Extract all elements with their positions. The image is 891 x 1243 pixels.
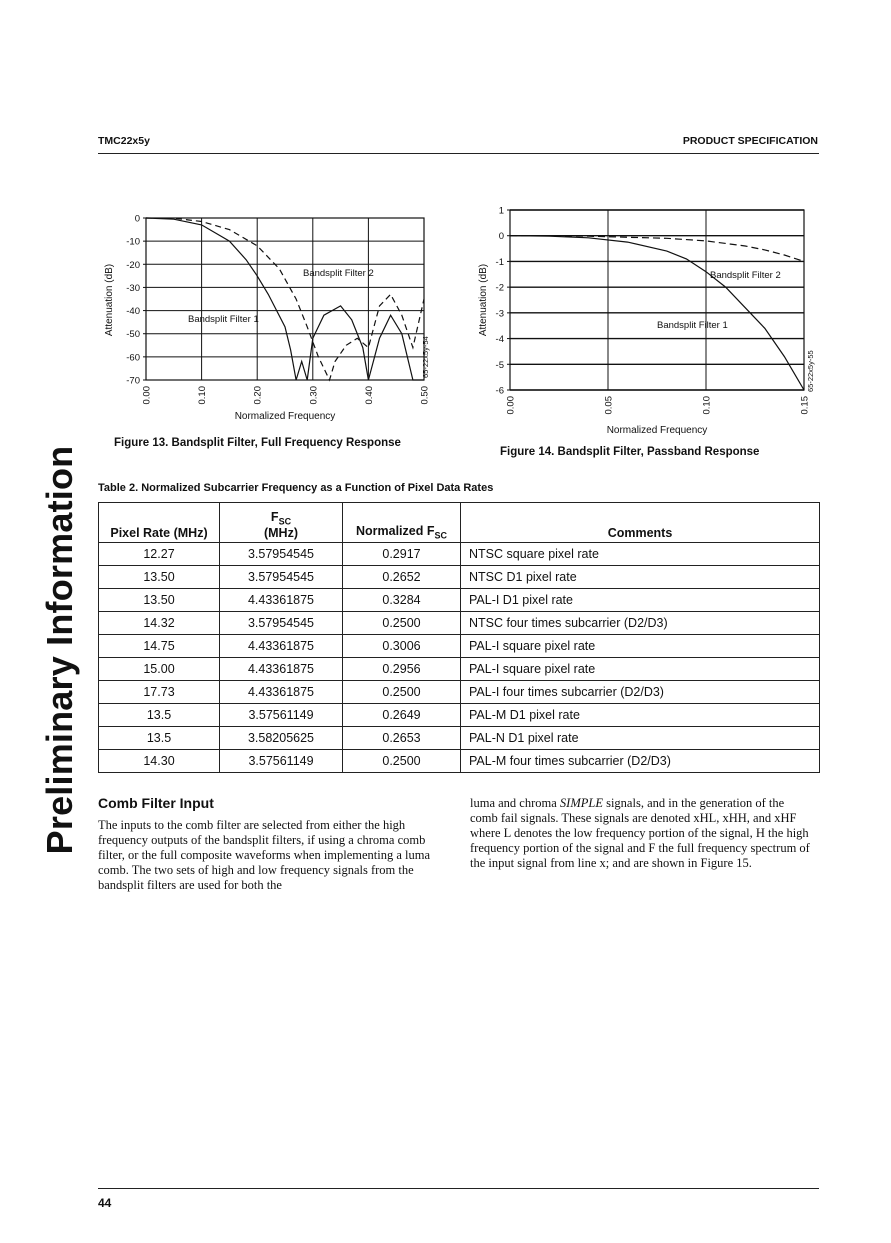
f13-xtick-label: 0.20	[252, 386, 264, 405]
f13-xtick-label: 0.00	[141, 386, 153, 405]
f14-ytick-label: -1	[495, 256, 504, 268]
cell-normalized-fsc: 0.2652	[343, 566, 461, 589]
table-body	[99, 543, 820, 773]
col-header-pixel-rate: Pixel Rate (MHz)	[99, 503, 220, 543]
figure-13-grid	[146, 218, 424, 380]
figure-13-ylabel: Attenuation (dB)	[104, 263, 115, 337]
f14-ytick-label: -2	[495, 282, 504, 294]
f14-ytick-label: 1	[498, 205, 504, 217]
cell-normalized-fsc: 0.2500	[343, 750, 461, 773]
figure-14-label-filter-1: Bandsplit Filter 1	[657, 320, 728, 331]
table-row	[99, 727, 820, 750]
f13-frame	[146, 218, 424, 380]
cell-fsc: 3.57561149	[220, 750, 343, 773]
cell-normalized-fsc: 0.2649	[343, 704, 461, 727]
table-row	[99, 612, 820, 635]
figure-14-label-filter-2: Bandsplit Filter 2	[710, 270, 781, 281]
f13-ytick-label: -70	[126, 375, 140, 387]
figure-13-xlabel: Normalized Frequency	[234, 411, 336, 422]
table-caption: Table 2. Normalized Subcarrier Frequency as a Function of Pixel Data Rates	[98, 482, 494, 494]
cell-fsc: 4.43361875	[220, 658, 343, 681]
section-text-col1: The inputs to the comb filter are selected from either the high frequency outputs of the bandsplit filters, if using a chroma comb filter, or the full composite waveforms when implementing a luma comb. The two sets of high and low frequency signals from the bandsplit filters are used for both the	[98, 818, 431, 892]
header-rule	[98, 153, 819, 154]
figure-13-caption: Figure 13. Bandsplit Filter, Full Frequency Response	[114, 437, 401, 449]
col-header-normalized-fsc: Normalized $F_{SC}$	[343, 503, 461, 543]
figure-13-code: 65-22x5y-54	[421, 336, 430, 378]
cell-comments: PAL-I four times subcarrier (D2/D3)	[461, 681, 820, 704]
table-row	[99, 658, 820, 681]
cell-pixel-rate: 15.00	[99, 658, 220, 681]
cell-pixel-rate: 14.75	[99, 635, 220, 658]
cell-comments: PAL-I D1 pixel rate	[461, 589, 820, 612]
section-text-col2: luma and chroma SIMPLE signals, and in the generation of the comb fail signals. These signals are denoted xHL, xHH, and xHF where L denotes the low frequency portion of the signal, H the high frequency portion of the signal and F the full frequency spectrum of the input signal from line x; and are shown in Figure 15.	[470, 796, 810, 870]
figure-13-label-filter-1: Bandsplit Filter 1	[188, 314, 259, 325]
subcarrier-table	[98, 502, 820, 773]
cell-comments: PAL-M D1 pixel rate	[461, 704, 820, 727]
f13-xtick-label: 0.10	[197, 386, 209, 405]
table-row	[99, 704, 820, 727]
col-header-comments: Comments	[461, 503, 820, 543]
f14-ytick-label: -4	[495, 334, 504, 346]
figure-14-chart	[472, 200, 832, 440]
table-row	[99, 681, 820, 704]
header-right: PRODUCT SPECIFICATION	[682, 135, 818, 147]
figure-13-y-ticks	[126, 214, 146, 387]
cell-normalized-fsc: 0.2653	[343, 727, 461, 750]
cell-pixel-rate: 12.27	[99, 543, 220, 566]
cell-fsc: 3.57954545	[220, 566, 343, 589]
cell-normalized-fsc: 0.3284	[343, 589, 461, 612]
cell-fsc: 3.57954545	[220, 612, 343, 635]
cell-normalized-fsc: 0.2917	[343, 543, 461, 566]
cell-comments: NTSC D1 pixel rate	[461, 566, 820, 589]
cell-fsc: 3.57954545	[220, 543, 343, 566]
figure-13-series-filter-1	[146, 218, 424, 380]
page-number: 44	[98, 1196, 112, 1210]
cell-normalized-fsc: 0.2500	[343, 612, 461, 635]
f14-ytick-label: -3	[495, 308, 504, 320]
f13-ytick-label: -60	[126, 352, 140, 364]
figure-13-label-filter-2: Bandsplit Filter 2	[303, 268, 374, 279]
figure-14-ylabel: Attenuation (dB)	[478, 263, 489, 337]
cell-comments: PAL-I square pixel rate	[461, 635, 820, 658]
cell-normalized-fsc: 0.2500	[343, 681, 461, 704]
cell-pixel-rate: 13.50	[99, 589, 220, 612]
figure-14-code: 65-22x5y-55	[806, 350, 815, 392]
cell-pixel-rate: 13.5	[99, 704, 220, 727]
figure-14-caption: Figure 14. Bandsplit Filter, Passband Response	[500, 446, 760, 458]
f13-xtick-label: 0.30	[308, 386, 320, 405]
cell-pixel-rate: 13.5	[99, 727, 220, 750]
table-row	[99, 589, 820, 612]
f14-ytick-label: 0	[498, 231, 504, 243]
col-header-fsc: $F_{SC}$ (MHz)	[220, 503, 343, 543]
sidebar-title: Preliminary Information	[39, 445, 80, 855]
section-heading: Comb Filter Input	[98, 795, 214, 811]
cell-fsc: 4.43361875	[220, 589, 343, 612]
f13-ytick-label: -30	[126, 282, 140, 294]
f13-ytick-label: 0	[134, 213, 140, 225]
figure-14-y-ticks	[496, 206, 510, 397]
f13-ytick-label: -40	[126, 306, 140, 318]
f14-xtick-label: 0.00	[505, 396, 517, 415]
cell-pixel-rate: 14.32	[99, 612, 220, 635]
cell-comments: PAL-N D1 pixel rate	[461, 727, 820, 750]
cell-comments: NTSC square pixel rate	[461, 543, 820, 566]
f13-ytick-label: -20	[126, 259, 140, 271]
figure-14-x-ticks	[506, 396, 811, 415]
table-row	[99, 750, 820, 773]
header-left: TMC22x5y	[98, 135, 150, 147]
cell-normalized-fsc: 0.2956	[343, 658, 461, 681]
f13-xtick-label: 0.50	[419, 386, 431, 405]
f14-ytick-label: -5	[495, 359, 504, 371]
cell-fsc: 4.43361875	[220, 635, 343, 658]
cell-comments: PAL-I square pixel rate	[461, 658, 820, 681]
f13-xtick-label: 0.40	[363, 386, 375, 405]
f14-xtick-label: 0.05	[603, 396, 615, 415]
f14-xtick-label: 0.15	[799, 396, 811, 415]
cell-comments: PAL-M four times subcarrier (D2/D3)	[461, 750, 820, 773]
figure-13-chart	[98, 195, 448, 430]
table-row	[99, 543, 820, 566]
figure-13-x-ticks	[142, 386, 431, 405]
f13-ytick-label: -10	[126, 236, 140, 248]
cell-pixel-rate: 13.50	[99, 566, 220, 589]
table-row	[99, 635, 820, 658]
f14-ytick-label: -6	[495, 385, 504, 397]
cell-fsc: 4.43361875	[220, 681, 343, 704]
footer-rule	[98, 1188, 819, 1189]
cell-pixel-rate: 17.73	[99, 681, 220, 704]
f14-xtick-label: 0.10	[701, 396, 713, 415]
cell-pixel-rate: 14.30	[99, 750, 220, 773]
cell-fsc: 3.58205625	[220, 727, 343, 750]
cell-comments: NTSC four times subcarrier (D2/D3)	[461, 612, 820, 635]
table-row	[99, 566, 820, 589]
cell-normalized-fsc: 0.3006	[343, 635, 461, 658]
figure-13-series-filter-2	[146, 218, 424, 380]
cell-fsc: 3.57561149	[220, 704, 343, 727]
f13-ytick-label: -50	[126, 329, 140, 341]
figure-14-xlabel: Normalized Frequency	[606, 425, 708, 436]
